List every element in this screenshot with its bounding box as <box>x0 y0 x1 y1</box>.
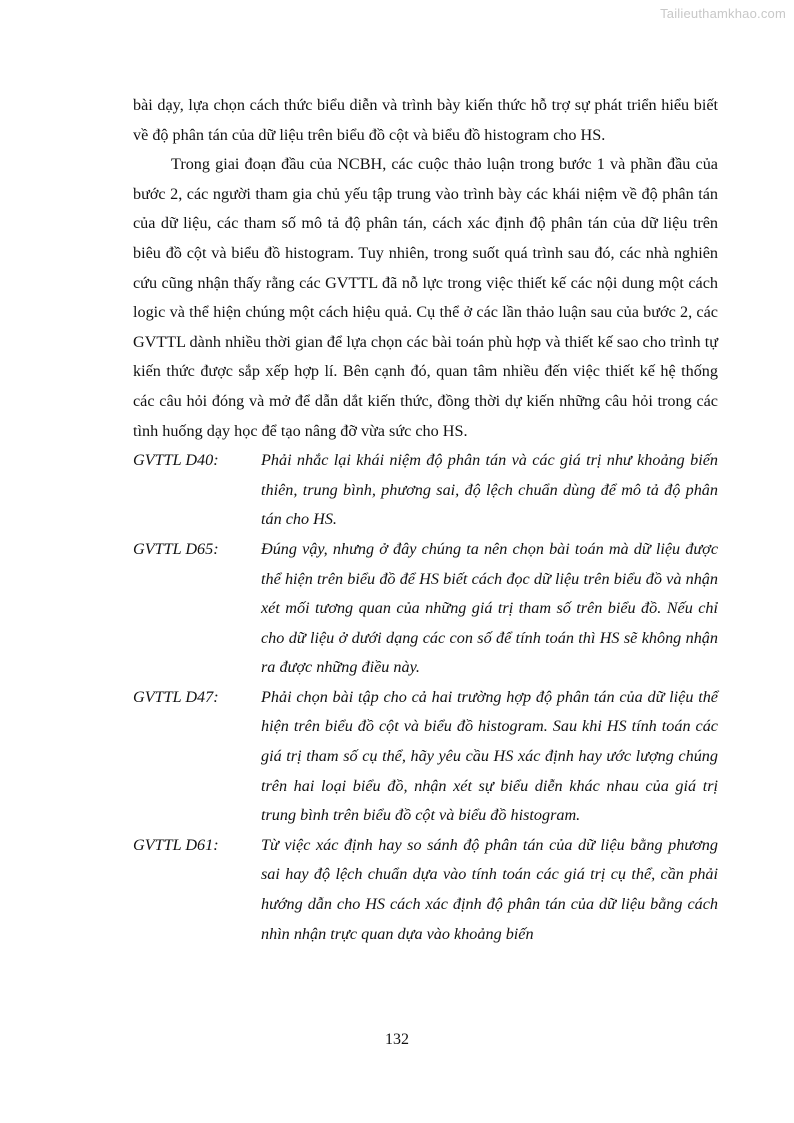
quote-speaker: GVTTL D61: <box>133 835 219 854</box>
quote-speaker: GVTTL D40: <box>133 451 219 470</box>
quote-speaker: GVTTL D65: <box>133 539 219 558</box>
page-body <box>133 91 718 949</box>
quote-d40 <box>133 446 718 535</box>
quote-d61 <box>133 831 718 949</box>
quote-text: Từ việc xác định hay so sánh độ phân tán của dữ liệu bằng phương sai hay độ lệch chuẩn dựa vào tính toán các giá trị cụ thể, cần phải hướng dẫn cho HS cách xác định độ phân tán của dữ liệu bằng cách nhìn nhận trực quan dựa vào khoảng biến <box>261 835 718 943</box>
paragraph-main: Trong giai đoạn đầu của NCBH, các cuộc thảo luận trong bước 1 và phần đầu của bước 2, các người tham gia chủ yếu tập trung vào trình bày các khái niệm về độ phân tán của dữ liệu, các tham số mô tả độ phân tán, cách xác định độ phân tán của dữ liệu trên biêu đồ cột và biểu đồ histogram. Tuy nhiên, trong suốt quá trình sau đó, các nhà nghiên cứu cũng nhận thấy rằng các GVTTL đã nỗ lực trong việc thiết kế các nội dung một cách logic và thể hiện chúng một cách hiệu quả. Cụ thể ở các lần thảo luận sau của bước 2, các GVTTL dành nhiều thời gian để lựa chọn các bài toán phù hợp và thiết kế sao cho trình tự kiến thức được sắp xếp hợp lí. Bên cạnh đó, quan tâm nhiều đến việc thiết kế hệ thống các câu hỏi đóng và mở để dẫn dắt kiến thức, đồng thời dự kiến những câu hỏi trong các tình huống dạy học để tạo nâng đỡ vừa sức cho HS. <box>133 155 718 440</box>
quote-speaker: GVTTL D47: <box>133 687 219 706</box>
page-number: 132 <box>385 1031 409 1048</box>
quote-d47 <box>133 683 718 831</box>
quote-text: Phải nhắc lại khái niệm độ phân tán và các giá trị như khoảng biến thiên, trung bình, phương sai, độ lệch chuẩn dùng để mô tả độ phân tán cho HS. <box>261 451 718 529</box>
watermark: Tailieuthamkhao.com <box>660 6 786 21</box>
quote-text: Phải chọn bài tập cho cả hai trường hợp độ phân tán của dữ liệu thể hiện trên biểu đồ cột và biểu đồ histogram. Sau khi HS tính toán các giá trị tham số cụ thể, hãy yêu cầu HS xác định hay ước lượng chúng trên hai loại biểu đồ, nhận xét sự biểu diễn khác nhau của giá trị trung bình trên biểu đồ cột và biểu đồ histogram. <box>261 687 718 825</box>
quote-text: Đúng vậy, nhưng ở đây chúng ta nên chọn bài toán mà dữ liệu được thể hiện trên biểu đồ để HS biết cách đọc dữ liệu trên biểu đồ và nhận xét mối tương quan của những giá trị tham số trên biểu đồ. Nếu chỉ cho dữ liệu ở dưới dạng các con số để tính toán thì HS sẽ không nhận ra được những điều này. <box>261 539 718 677</box>
quote-d65 <box>133 535 718 683</box>
paragraph-continuation: bài dạy, lựa chọn cách thức biểu diễn và trình bày kiến thức hỗ trợ sự phát triển hiểu biết về độ phân tán của dữ liệu trên biểu đồ cột và biểu đồ histogram cho HS. <box>133 96 718 144</box>
